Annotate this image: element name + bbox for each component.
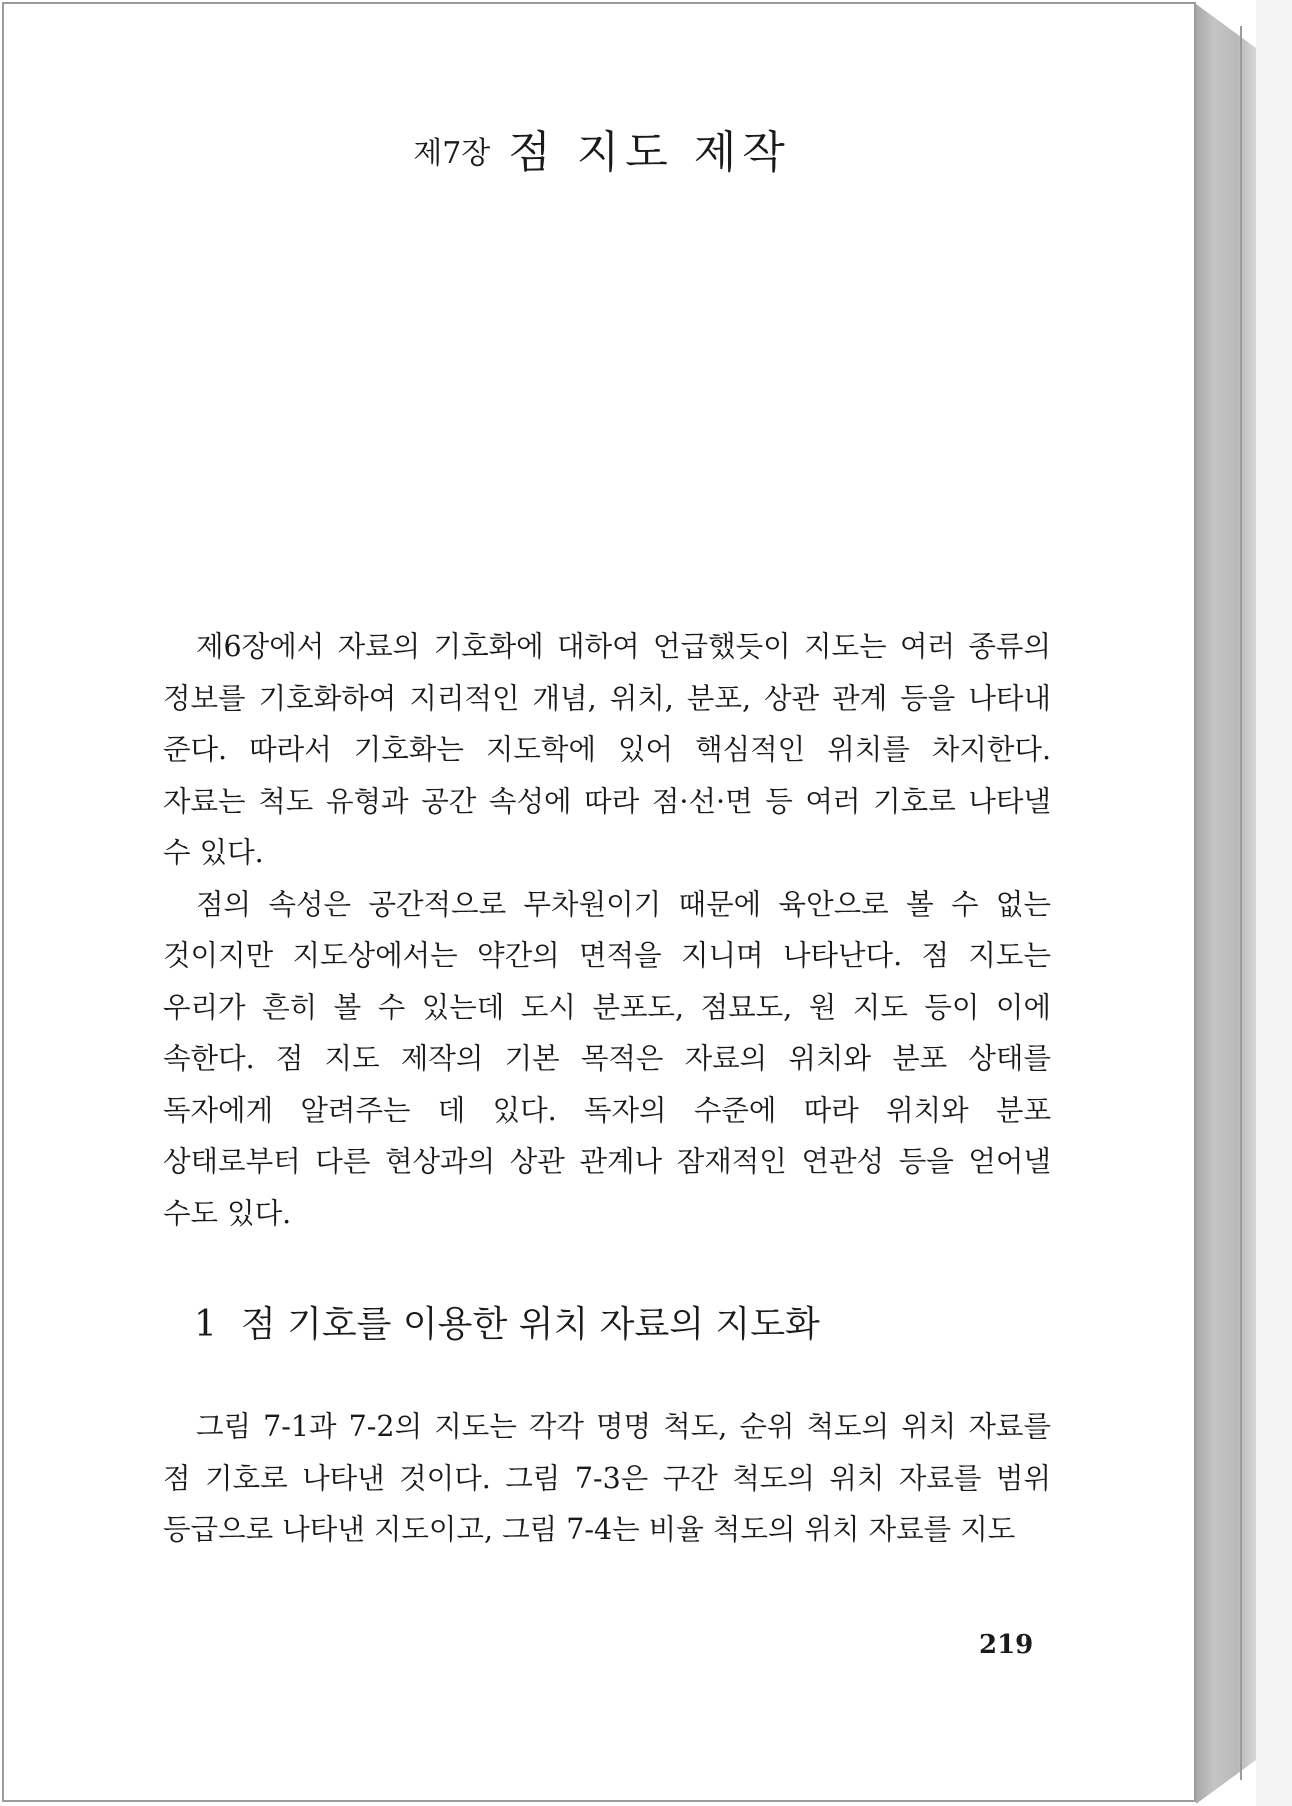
book-page-edge-line bbox=[1240, 26, 1242, 1780]
section-paragraph: 그림 7-1과 7-2의 지도는 각각 명명 척도, 순위 척도의 위치 자료를 점 기호로 나타낸 것이다. 그림 7-3은 구간 척도의 위치 자료를 범위 등급으로 나타낸 지도이고, 그림 7-4는 비율 척도의 위치 자료를 지도 bbox=[163, 1410, 1051, 1546]
section-text bbox=[163, 1401, 1051, 1556]
intro-paragraph-1: 제6장에서 자료의 기호화에 대하여 언급했듯이 지도는 여러 종류의 정보를 기호화하여 지리적인 개념, 위치, 분포, 상관 관계 등을 나타내 준다. 따라서 기호화는 지도학에 있어 핵심적인 위치를 차지한다. 자료는 척도 유형과 공간 속성에 따라 점·선·면 등 여러 기호로 나타낼 수 있다. bbox=[163, 630, 1051, 869]
book-page-edge bbox=[1196, 4, 1256, 1804]
book-page bbox=[2, 2, 1196, 1802]
section-title: 점 기호를 이용한 위치 자료의 지도화 bbox=[240, 1304, 820, 1345]
section-number: 1 bbox=[194, 1304, 217, 1345]
intro-text bbox=[163, 621, 1051, 1239]
page-number: 219 bbox=[979, 1630, 1034, 1660]
section-heading bbox=[194, 1296, 820, 1347]
chapter-number: 제7장 bbox=[413, 136, 491, 171]
background-margin bbox=[1256, 0, 1292, 1806]
chapter-title: 점 지도 제작 bbox=[508, 127, 791, 178]
intro-paragraph-2: 점의 속성은 공간적으로 무차원이기 때문에 육안으로 볼 수 없는 것이지만 지도상에서는 약간의 면적을 지니며 나타난다. 점 지도는 우리가 흔히 볼 수 있는데 도시 분포도, 점묘도, 원 지도 등이 이에 속한다. 점 지도 제작의 기본 목적은 자료의 위치와 분포 상태를 독자에게 알려주는 데 있다. 독자의 수준에 따라 위치와 분포 상태로부터 다른 현상과의 상관 관계나 잠재적인 연관성 등을 얻어낼 수도 있다. bbox=[163, 887, 1051, 1230]
chapter-heading bbox=[4, 116, 1200, 180]
